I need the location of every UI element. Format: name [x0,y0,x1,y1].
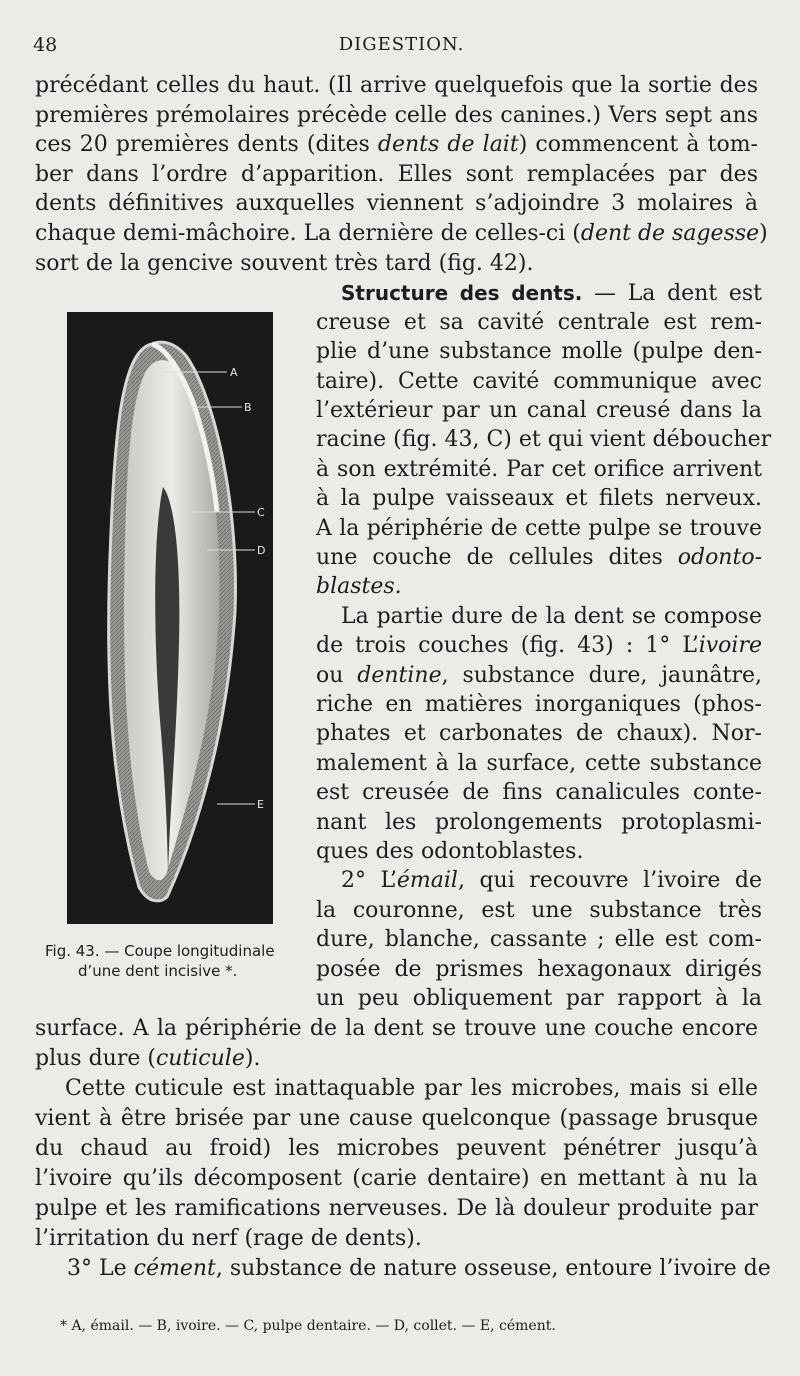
page-number: 48 [33,34,58,56]
text-span: plus dure ( [35,1046,156,1072]
text-line [35,1045,758,1073]
figure-label-d: D [257,544,266,557]
text-span: , qui recouvre l’ivoire de [457,868,762,894]
text-line: l’extérieur par un canal creusé dans la [316,398,762,423]
section-title: Structure des dents. [341,281,583,306]
text-line: dure, blanche, cassante ; elle est com- [316,927,762,953]
text-span: , substance de nature osseuse, entoure l’ivoire de [215,1256,771,1282]
text-line [316,573,762,601]
text-line: la couronne, est une substance très [316,897,762,923]
figure-label-e: E [257,798,264,811]
section-heading-line [341,279,762,308]
text-span: ) commencent à tom- [518,132,758,158]
text-line: phates et carbonates de chaux). Nor- [316,721,762,747]
text-line: surface. A la périphérie de la dent se trouve une couche encore [35,1016,758,1042]
text-line: creuse et sa cavité centrale est rem- [316,309,762,335]
text-span: de trois couches (fig. 43) : 1° L’ [316,633,699,659]
tooth-illustration [67,312,273,924]
text-line [35,131,758,159]
italic-term: dent de sagesse [580,221,760,246]
text-line: pulpe et les ramifications nerveuses. De là douleur produite par [35,1196,758,1222]
text-line: posée de prismes hexagonaux dirigés [316,956,762,982]
text-line: à son extrémité. Par cet orifice arrivent [316,456,762,482]
text-line: malement à la surface, cette substance [316,750,762,776]
text-line: ques des odontoblastes. [316,839,584,864]
footnote: * A, émail. — B, ivoire. — C, pulpe dentaire. — D, collet. — E, cément. [60,1318,556,1334]
text-span: , substance dure, jaunâtre, [441,662,762,688]
figure-label-b: B [244,401,252,414]
text-line: vient à être brisée par une cause quelconque (passage brusque [35,1106,758,1132]
text-line: est creusée de fins canalicules conte- [316,780,762,806]
italic-term: blastes. [316,574,402,600]
figure-label-c: C [257,506,265,519]
text-line: plie d’une substance molle (pulpe den- [316,339,762,365]
text-line: riche en matières inorganiques (phos- [316,692,762,717]
figure-caption: Fig. 43. — Coupe longitudinale [45,942,275,960]
running-header [33,32,760,62]
text-span: ces 20 premières dents (dites [35,132,378,158]
text-line: nant les prolongements protoplasmi- [316,809,762,835]
text-span: 2° L’ [341,868,397,894]
text-span: 3° Le [67,1256,134,1282]
section-lead: — La dent est [582,281,762,307]
italic-term: émail [396,868,458,894]
text-span: ). [244,1046,261,1072]
text-line: dents définitives auxquelles viennent s’adjoindre 3 molaires à [35,191,758,217]
text-line [341,867,762,895]
text-line [316,662,762,690]
italic-term: dents de lait [377,132,519,158]
text-line: un peu obliquement par rapport à la [316,986,762,1011]
tooth-section-figure [67,312,273,924]
chapter-title: DIGESTION. [338,34,465,55]
text-line: premières prémolaires précède celle des canines.) Vers sept ans [35,102,758,128]
text-line [35,220,768,248]
text-line: à la pulpe vaisseaux et filets nerveux. [316,486,762,512]
italic-term: ivoire [698,633,762,659]
italic-term: cuticule [155,1046,245,1072]
text-line: l’irritation du nerf (rage de dents). [35,1226,422,1252]
text-line: précédant celles du haut. (Il arrive quelquefois que la sortie des [35,73,758,98]
text-line: l’ivoire qu’ils décomposent (carie dentaire) en mettant à nu la [35,1166,758,1192]
italic-term: odonto- [677,545,762,570]
text-span: une couche de cellules dites [316,545,678,570]
text-line [67,1255,771,1283]
italic-term: dentine [357,662,442,688]
text-line: La partie dure de la dent se compose [341,603,762,629]
text-span: ou [316,662,358,688]
text-line: taire). Cette cavité communique avec [316,368,762,394]
text-line: du chaud au froid) les microbes peuvent pénétrer jusqu’à [35,1136,758,1162]
text-span: chaque demi-mâchoire. La dernière de celles-ci ( [35,221,581,246]
text-line: racine (fig. 43, C) et qui vient déboucher [316,427,772,453]
figure-caption-line2: d’une dent incisive *. [78,962,238,980]
text-line [316,544,762,572]
text-line: ber dans l’ordre d’apparition. Elles sont remplacées par des [35,161,758,187]
italic-term: cément [133,1256,216,1282]
figure-label-a: A [230,366,238,379]
text-line [316,632,762,660]
text-line: A la périphérie de cette pulpe se trouve [316,515,762,541]
text-line: sort de la gencive souvent très tard (fig. 42). [35,250,534,276]
text-span: ) [759,221,768,246]
text-line: Cette cuticule est inattaquable par les microbes, mais si elle [65,1076,758,1102]
